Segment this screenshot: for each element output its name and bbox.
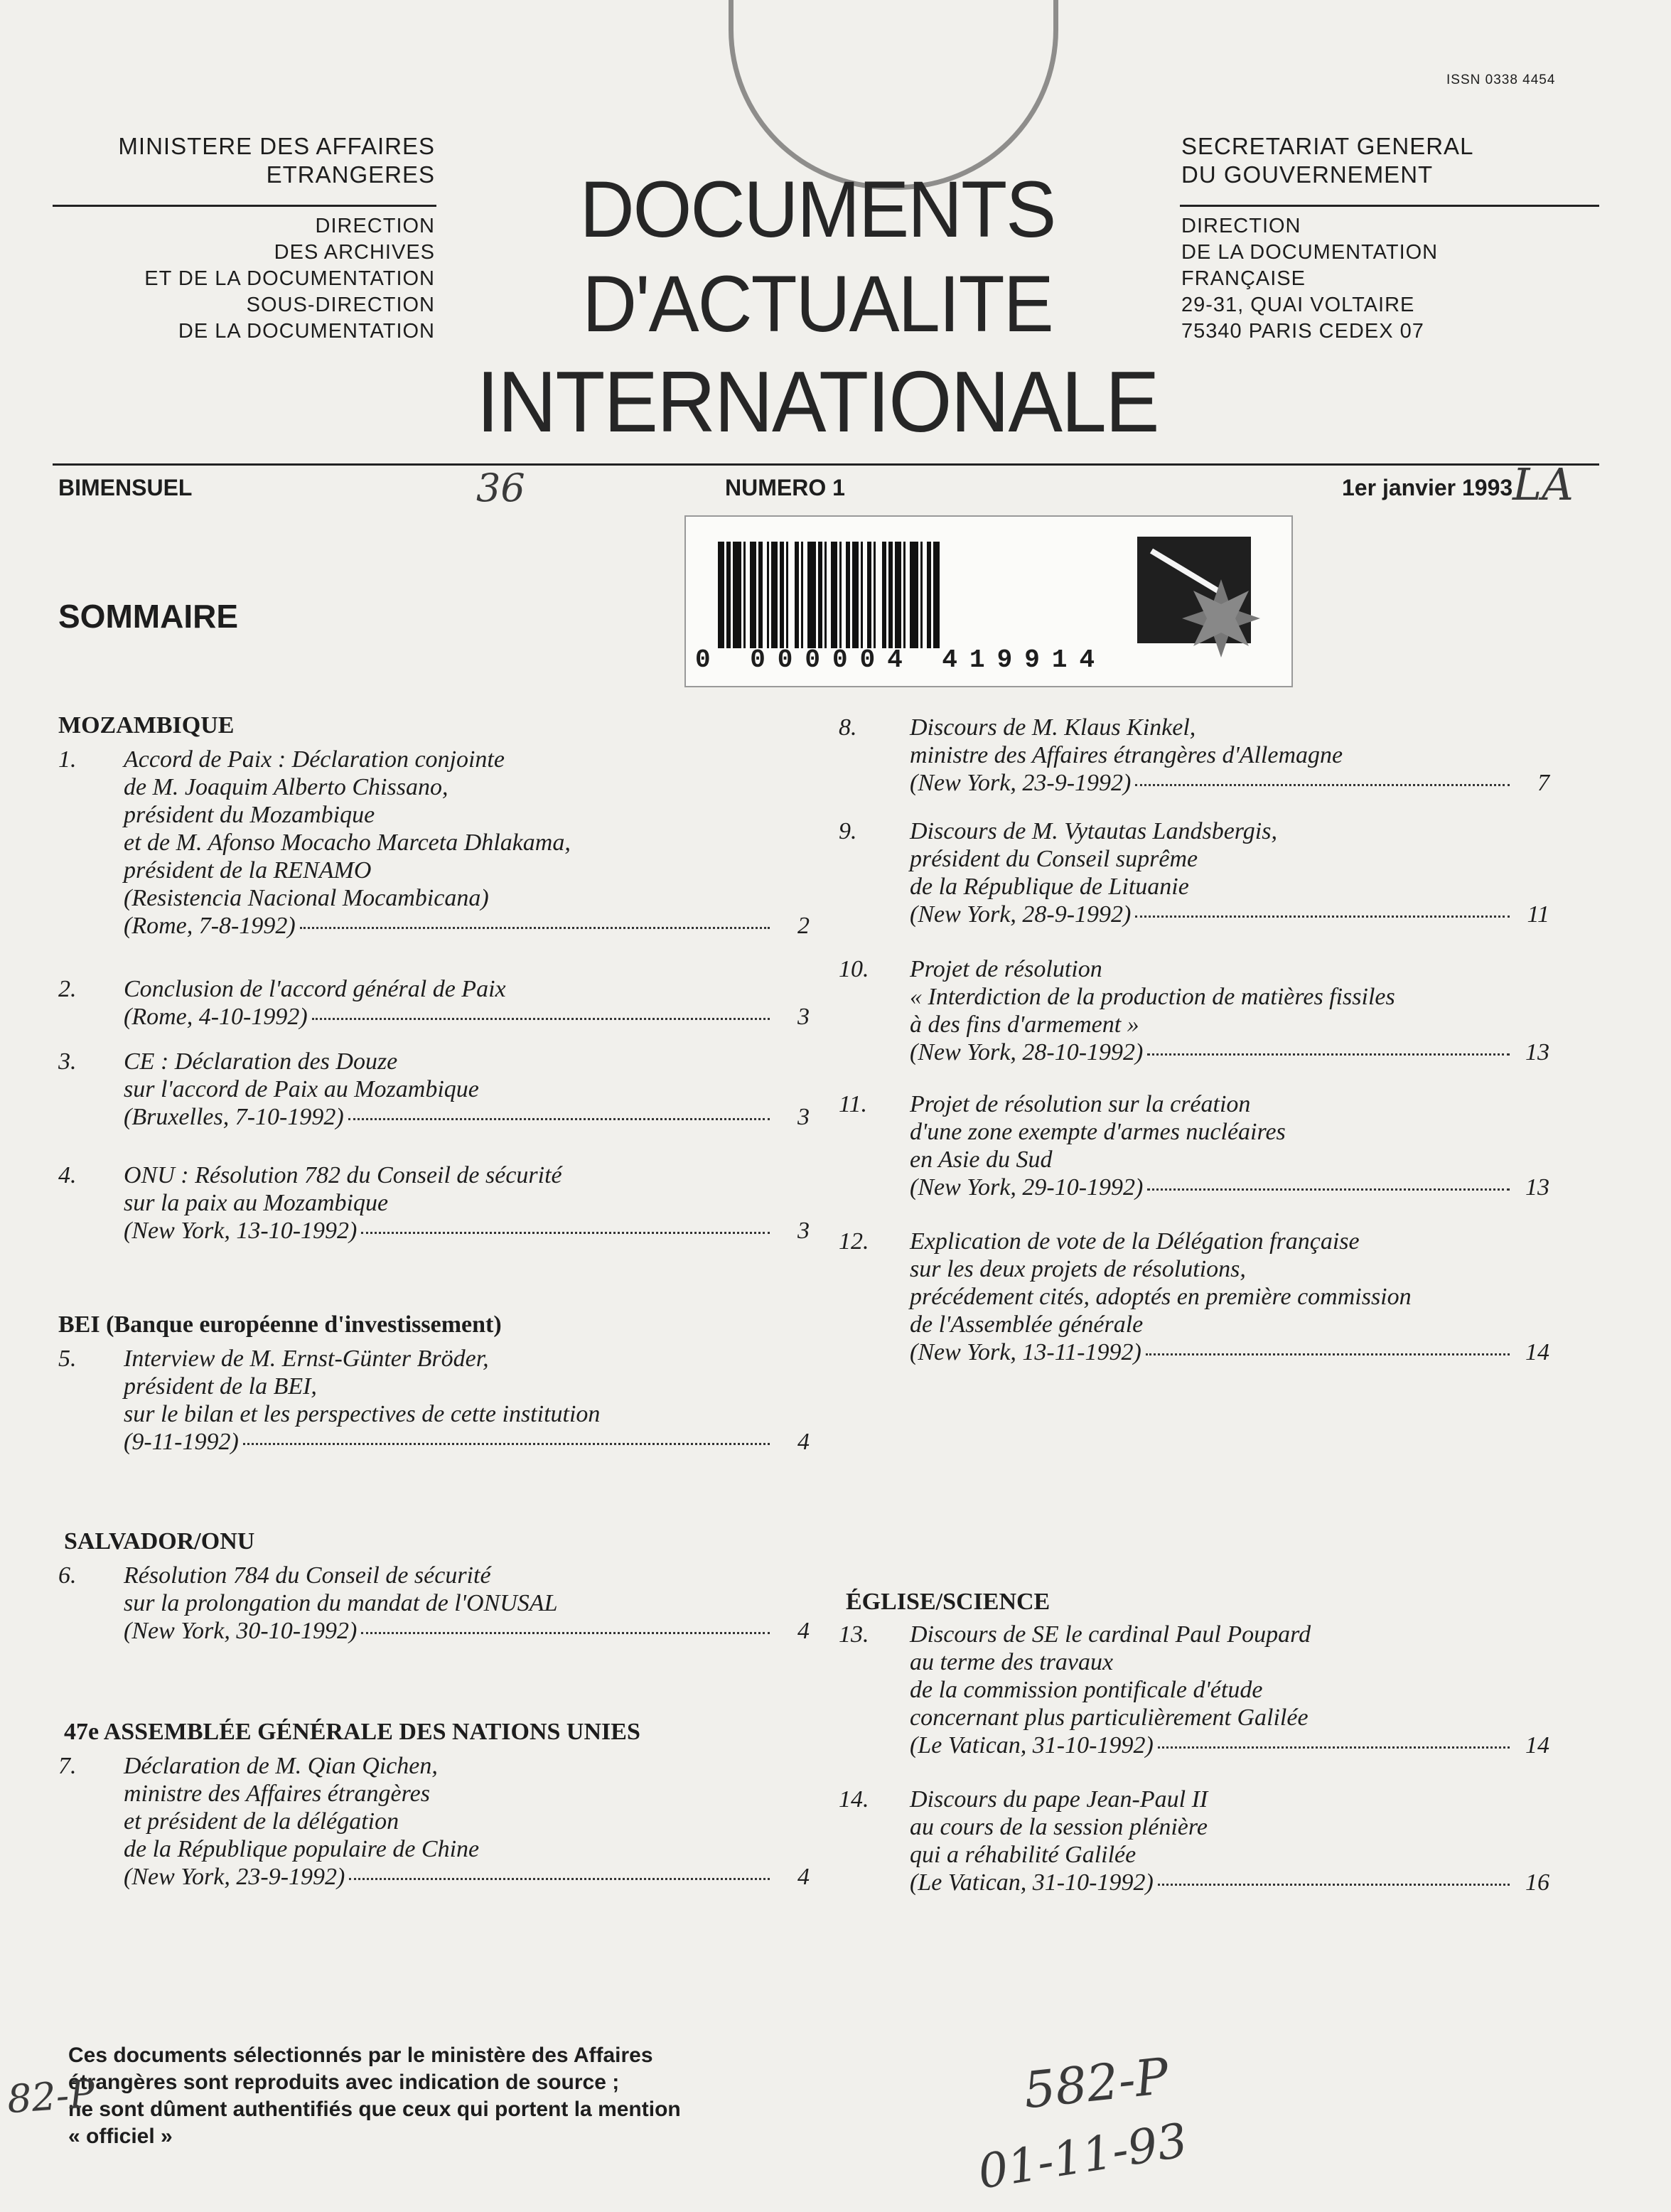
entry-lines <box>910 817 1549 928</box>
leader-dots <box>361 1632 770 1634</box>
entry-line: à des fins d'armement » <box>910 1011 1139 1038</box>
entry-line: sur les deux projets de résolutions, <box>910 1256 1246 1282</box>
entry-line: d'une zone exempte d'armes nucléaires <box>910 1119 1286 1145</box>
entry-line: sur la paix au Mozambique <box>124 1190 389 1216</box>
entry-last-line <box>910 1038 1549 1066</box>
leader-dots <box>312 1018 770 1020</box>
issue-number: NUMERO 1 <box>725 475 845 500</box>
toc-entry <box>839 714 1549 806</box>
entry-line: Discours de SE le cardinal Paul Poupard <box>910 1621 1311 1648</box>
leader-dots <box>1146 1353 1510 1355</box>
direction-line: 75340 PARIS CEDEX 07 <box>1181 320 1424 343</box>
entry-number: 8. <box>839 714 857 741</box>
title-line-3: INTERNATIONALE <box>476 353 1159 450</box>
entry-line: « Interdiction de la production de matières fissiles <box>910 984 1395 1010</box>
entry-lines <box>910 1786 1549 1896</box>
logo-star <box>1182 579 1260 657</box>
entry-line: Discours de M. Vytautas Landsbergis, <box>910 818 1277 844</box>
barcode-bar <box>940 542 942 648</box>
direction-line: DES ARCHIVES <box>274 241 435 264</box>
entry-line: (New York, 23-9-1992) <box>124 1864 345 1890</box>
toc-entry <box>839 1228 1549 1377</box>
ministry-line: ETRANGERES <box>266 161 435 188</box>
entry-line: (New York, 29-10-1992) <box>910 1174 1144 1201</box>
entry-lines <box>124 746 810 940</box>
entry-line: et de M. Afonso Mocacho Marceta Dhlakama, <box>124 830 571 856</box>
leader-dots <box>1135 916 1510 918</box>
entry-line: au terme des travaux <box>910 1649 1114 1675</box>
entry-line: de l'Assemblée générale <box>910 1311 1144 1338</box>
entry-number: 14. <box>839 1786 869 1813</box>
toc-entry <box>839 1786 1549 1906</box>
entry-line: (New York, 13-11-1992) <box>910 1339 1141 1365</box>
toc-entry <box>58 746 812 959</box>
direction-line: ET DE LA DOCUMENTATION <box>144 267 435 290</box>
barcode-bar <box>895 542 901 648</box>
masthead-rule <box>53 463 1599 466</box>
right-direction <box>1181 213 1579 345</box>
footer-line: ne sont dûment authentifiés que ceux qui portent la mention <box>68 2098 681 2121</box>
entry-line: de la commission pontificale d'étude <box>910 1677 1263 1703</box>
barcode-bar <box>933 542 940 648</box>
handwritten-number: 36 <box>476 466 525 510</box>
entry-line: président du Conseil suprême <box>910 846 1198 872</box>
entry-lines <box>910 714 1549 797</box>
entry-line: sur l'accord de Paix au Mozambique <box>124 1076 479 1102</box>
ministry-name <box>37 132 435 189</box>
entry-page: 16 <box>1525 1869 1549 1896</box>
entry-line: (New York, 13-10-1992) <box>124 1218 358 1244</box>
entry-last-line <box>124 1103 810 1131</box>
entry-line: Interview de M. Ernst-Günter Bröder, <box>124 1346 489 1372</box>
footer-line: « officiel » <box>68 2125 173 2148</box>
entry-lines <box>124 1048 810 1131</box>
handwritten-code: 582-P <box>1021 2046 1172 2120</box>
entry-last-line <box>124 1617 810 1645</box>
entry-line: de M. Joaquim Alberto Chissano, <box>124 774 448 800</box>
direction-line: DE LA DOCUMENTATION <box>1181 241 1439 264</box>
header-rule <box>53 205 436 207</box>
entry-line: et président de la délégation <box>124 1808 399 1835</box>
leader-dots <box>1147 1188 1510 1191</box>
entry-last-line <box>124 1217 810 1245</box>
barcode-bar <box>733 542 741 648</box>
entry-number: 9. <box>839 818 857 844</box>
entry-lines <box>124 1161 810 1245</box>
issue-date: 1er janvier 1993 <box>1342 475 1513 500</box>
library-stamp <box>729 0 1058 190</box>
entry-last-line <box>910 1732 1549 1759</box>
entry-number: 6. <box>58 1562 77 1589</box>
handwritten-date: 01-11-93 <box>974 2112 1191 2200</box>
entry-number: 11. <box>839 1091 867 1117</box>
handwritten-code-margin: 82-P <box>5 2071 97 2122</box>
entry-line: de la République de Lituanie <box>910 874 1189 900</box>
entry-line: Projet de résolution sur la création <box>910 1091 1251 1117</box>
entry-line: (New York, 28-9-1992) <box>910 901 1132 928</box>
entry-last-line <box>124 1428 810 1456</box>
leader-dots <box>1158 1884 1510 1886</box>
entry-number: 5. <box>58 1346 77 1372</box>
left-direction <box>37 213 435 345</box>
entry-page: 3 <box>797 1218 810 1244</box>
entry-line: concernant plus particulièrement Galilée <box>910 1704 1309 1731</box>
footer-line: étrangères sont reproduits avec indication de source ; <box>68 2071 620 2094</box>
direction-line: DE LA DOCUMENTATION <box>178 320 435 343</box>
entry-line: (9-11-1992) <box>124 1429 239 1455</box>
entry-page: 14 <box>1525 1732 1549 1759</box>
entry-lines <box>124 1562 810 1645</box>
barcode-bar <box>910 542 918 648</box>
ministry-line: MINISTERE DES AFFAIRES <box>118 133 435 159</box>
direction-line: DIRECTION <box>315 215 435 237</box>
entry-line: Discours de M. Klaus Kinkel, <box>910 714 1196 741</box>
entry-last-line <box>910 769 1549 797</box>
entry-number: 4. <box>58 1162 77 1188</box>
entry-last-line <box>910 1338 1549 1366</box>
entry-line: Déclaration de M. Qian Qichen, <box>124 1753 438 1779</box>
entry-page: 4 <box>797 1864 810 1890</box>
secretariat-line: SECRETARIAT GENERAL <box>1181 133 1474 159</box>
direction-line: FRANÇAISE <box>1181 267 1306 290</box>
barcode-bar <box>718 542 724 648</box>
toc-entry <box>58 1345 812 1466</box>
entry-line: Projet de résolution <box>910 956 1102 982</box>
section-heading-salvador: SALVADOR/ONU <box>64 1528 255 1555</box>
entry-line: (Bruxelles, 7-10-1992) <box>124 1104 344 1130</box>
entry-page: 7 <box>1537 770 1549 796</box>
barcode-bar <box>750 542 756 648</box>
section-heading-assemblee: 47e ASSEMBLÉE GÉNÉRALE DES NATIONS UNIES <box>64 1719 640 1745</box>
entry-line: Accord de Paix : Déclaration conjointe <box>124 746 505 773</box>
entry-line: (Rome, 7-8-1992) <box>124 913 296 939</box>
section-heading-mozambique: MOZAMBIQUE <box>58 712 235 739</box>
leader-dots <box>1158 1746 1510 1749</box>
entry-page: 3 <box>797 1004 810 1030</box>
entry-line: (New York, 30-10-1992) <box>124 1618 358 1644</box>
entry-line: ONU : Résolution 782 du Conseil de sécurité <box>124 1162 562 1188</box>
barcode-number: 0 000004 419914 <box>695 645 1107 675</box>
toc-entry <box>839 817 1549 938</box>
entry-lines <box>910 955 1549 1066</box>
entry-last-line <box>910 1869 1549 1896</box>
entry-page: 13 <box>1525 1174 1549 1201</box>
sommaire-heading: SOMMAIRE <box>58 598 238 635</box>
toc-entry <box>839 1090 1549 1211</box>
leader-dots <box>1135 784 1510 786</box>
handwritten-initials: LA <box>1513 458 1574 510</box>
entry-page: 11 <box>1527 901 1549 928</box>
toc-entry <box>58 1752 812 1901</box>
entry-number: 2. <box>58 976 77 1002</box>
entry-lines <box>124 1752 810 1891</box>
toc-entry <box>58 1562 812 1654</box>
entry-line: (Rome, 4-10-1992) <box>124 1004 308 1030</box>
entry-line: (New York, 28-10-1992) <box>910 1039 1144 1065</box>
barcode-bar <box>852 542 859 648</box>
entry-line: président du Mozambique <box>124 802 375 828</box>
barcode <box>718 542 1091 648</box>
entry-line: CE : Déclaration des Douze <box>124 1048 398 1075</box>
entry-page: 13 <box>1525 1039 1549 1065</box>
secretariat-line: DU GOUVERNEMENT <box>1181 161 1434 188</box>
entry-lines <box>910 1621 1549 1759</box>
barcode-bar <box>788 542 795 648</box>
entry-line: (Le Vatican, 31-10-1992) <box>910 1732 1154 1759</box>
entry-line: précédement cités, adoptés en première commission <box>910 1284 1412 1310</box>
title-line-1: DOCUMENTS <box>579 165 1055 254</box>
direction-line: DIRECTION <box>1181 215 1301 237</box>
issn: ISSN 0338 4454 <box>1446 73 1556 87</box>
entry-number: 10. <box>839 956 869 982</box>
entry-last-line <box>124 912 810 940</box>
entry-line: de la République populaire de Chine <box>124 1836 480 1862</box>
leader-dots <box>1147 1053 1510 1056</box>
entry-line: en Asie du Sud <box>910 1147 1053 1173</box>
entry-page: 14 <box>1525 1339 1549 1365</box>
entry-number: 7. <box>58 1753 77 1779</box>
entry-number: 1. <box>58 746 77 773</box>
entry-last-line <box>124 1863 810 1891</box>
leader-dots <box>243 1443 770 1445</box>
entry-lines <box>124 1345 810 1456</box>
entry-line: (Le Vatican, 31-10-1992) <box>910 1869 1154 1896</box>
barcode-logo <box>1137 537 1279 679</box>
entry-line: sur le bilan et les perspectives de cette institution <box>124 1401 601 1427</box>
footer-line: Ces documents sélectionnés par le ministère des Affaires <box>68 2044 653 2067</box>
entry-lines <box>910 1090 1549 1201</box>
toc-entry <box>839 955 1549 1076</box>
toc-entry <box>58 975 812 1039</box>
entry-line: (Resistencia Nacional Mocambicana) <box>124 885 489 911</box>
entry-line: Explication de vote de la Délégation française <box>910 1228 1360 1255</box>
footer-note <box>68 2042 751 2150</box>
entry-line: qui a réhabilité Galilée <box>910 1842 1137 1868</box>
entry-number: 3. <box>58 1048 77 1075</box>
entry-lines <box>910 1228 1549 1366</box>
toc-entry <box>58 1161 812 1254</box>
entry-line: président de la RENAMO <box>124 857 372 884</box>
barcode-bar <box>807 542 816 648</box>
leader-dots <box>348 1118 770 1120</box>
entry-lines <box>124 975 810 1031</box>
entry-number: 13. <box>839 1621 869 1648</box>
section-heading-bei: BEI (Banque européenne d'investissement) <box>58 1311 502 1338</box>
entry-page: 4 <box>797 1618 810 1644</box>
toc-entry <box>839 1621 1549 1770</box>
frequency: BIMENSUEL <box>58 475 193 500</box>
leader-dots <box>361 1232 770 1234</box>
entry-last-line <box>910 901 1549 928</box>
entry-last-line <box>910 1174 1549 1201</box>
entry-page: 2 <box>797 913 810 939</box>
entry-line: sur la prolongation du mandat de l'ONUSAL <box>124 1590 558 1616</box>
entry-number: 12. <box>839 1228 869 1255</box>
entry-line: Discours du pape Jean-Paul II <box>910 1786 1208 1813</box>
entry-line: Résolution 784 du Conseil de sécurité <box>124 1562 491 1589</box>
barcode-bar <box>831 542 837 648</box>
entry-page: 3 <box>797 1104 810 1130</box>
entry-last-line <box>124 1003 810 1031</box>
entry-line: ministre des Affaires étrangères d'Allemagne <box>910 742 1343 768</box>
title-line-2: D'ACTUALITE <box>582 259 1053 348</box>
leader-dots <box>349 1878 770 1880</box>
entry-line: (New York, 23-9-1992) <box>910 770 1132 796</box>
direction-line: SOUS-DIRECTION <box>246 294 435 316</box>
secretariat-name <box>1181 132 1579 189</box>
entry-line: Conclusion de l'accord général de Paix <box>124 976 506 1002</box>
entry-line: président de la BEI, <box>124 1373 317 1400</box>
entry-line: au cours de la session plénière <box>910 1814 1208 1840</box>
leader-dots <box>300 927 770 929</box>
entry-page: 4 <box>797 1429 810 1455</box>
barcode-bar <box>876 542 882 648</box>
toc-entry <box>58 1048 812 1140</box>
section-heading-eglise: ÉGLISE/SCIENCE <box>846 1589 1051 1615</box>
header-rule <box>1180 205 1599 207</box>
entry-line: ministre des Affaires étrangères <box>124 1781 430 1807</box>
direction-line: 29-31, QUAI VOLTAIRE <box>1181 294 1415 316</box>
barcode-bar <box>771 542 778 648</box>
